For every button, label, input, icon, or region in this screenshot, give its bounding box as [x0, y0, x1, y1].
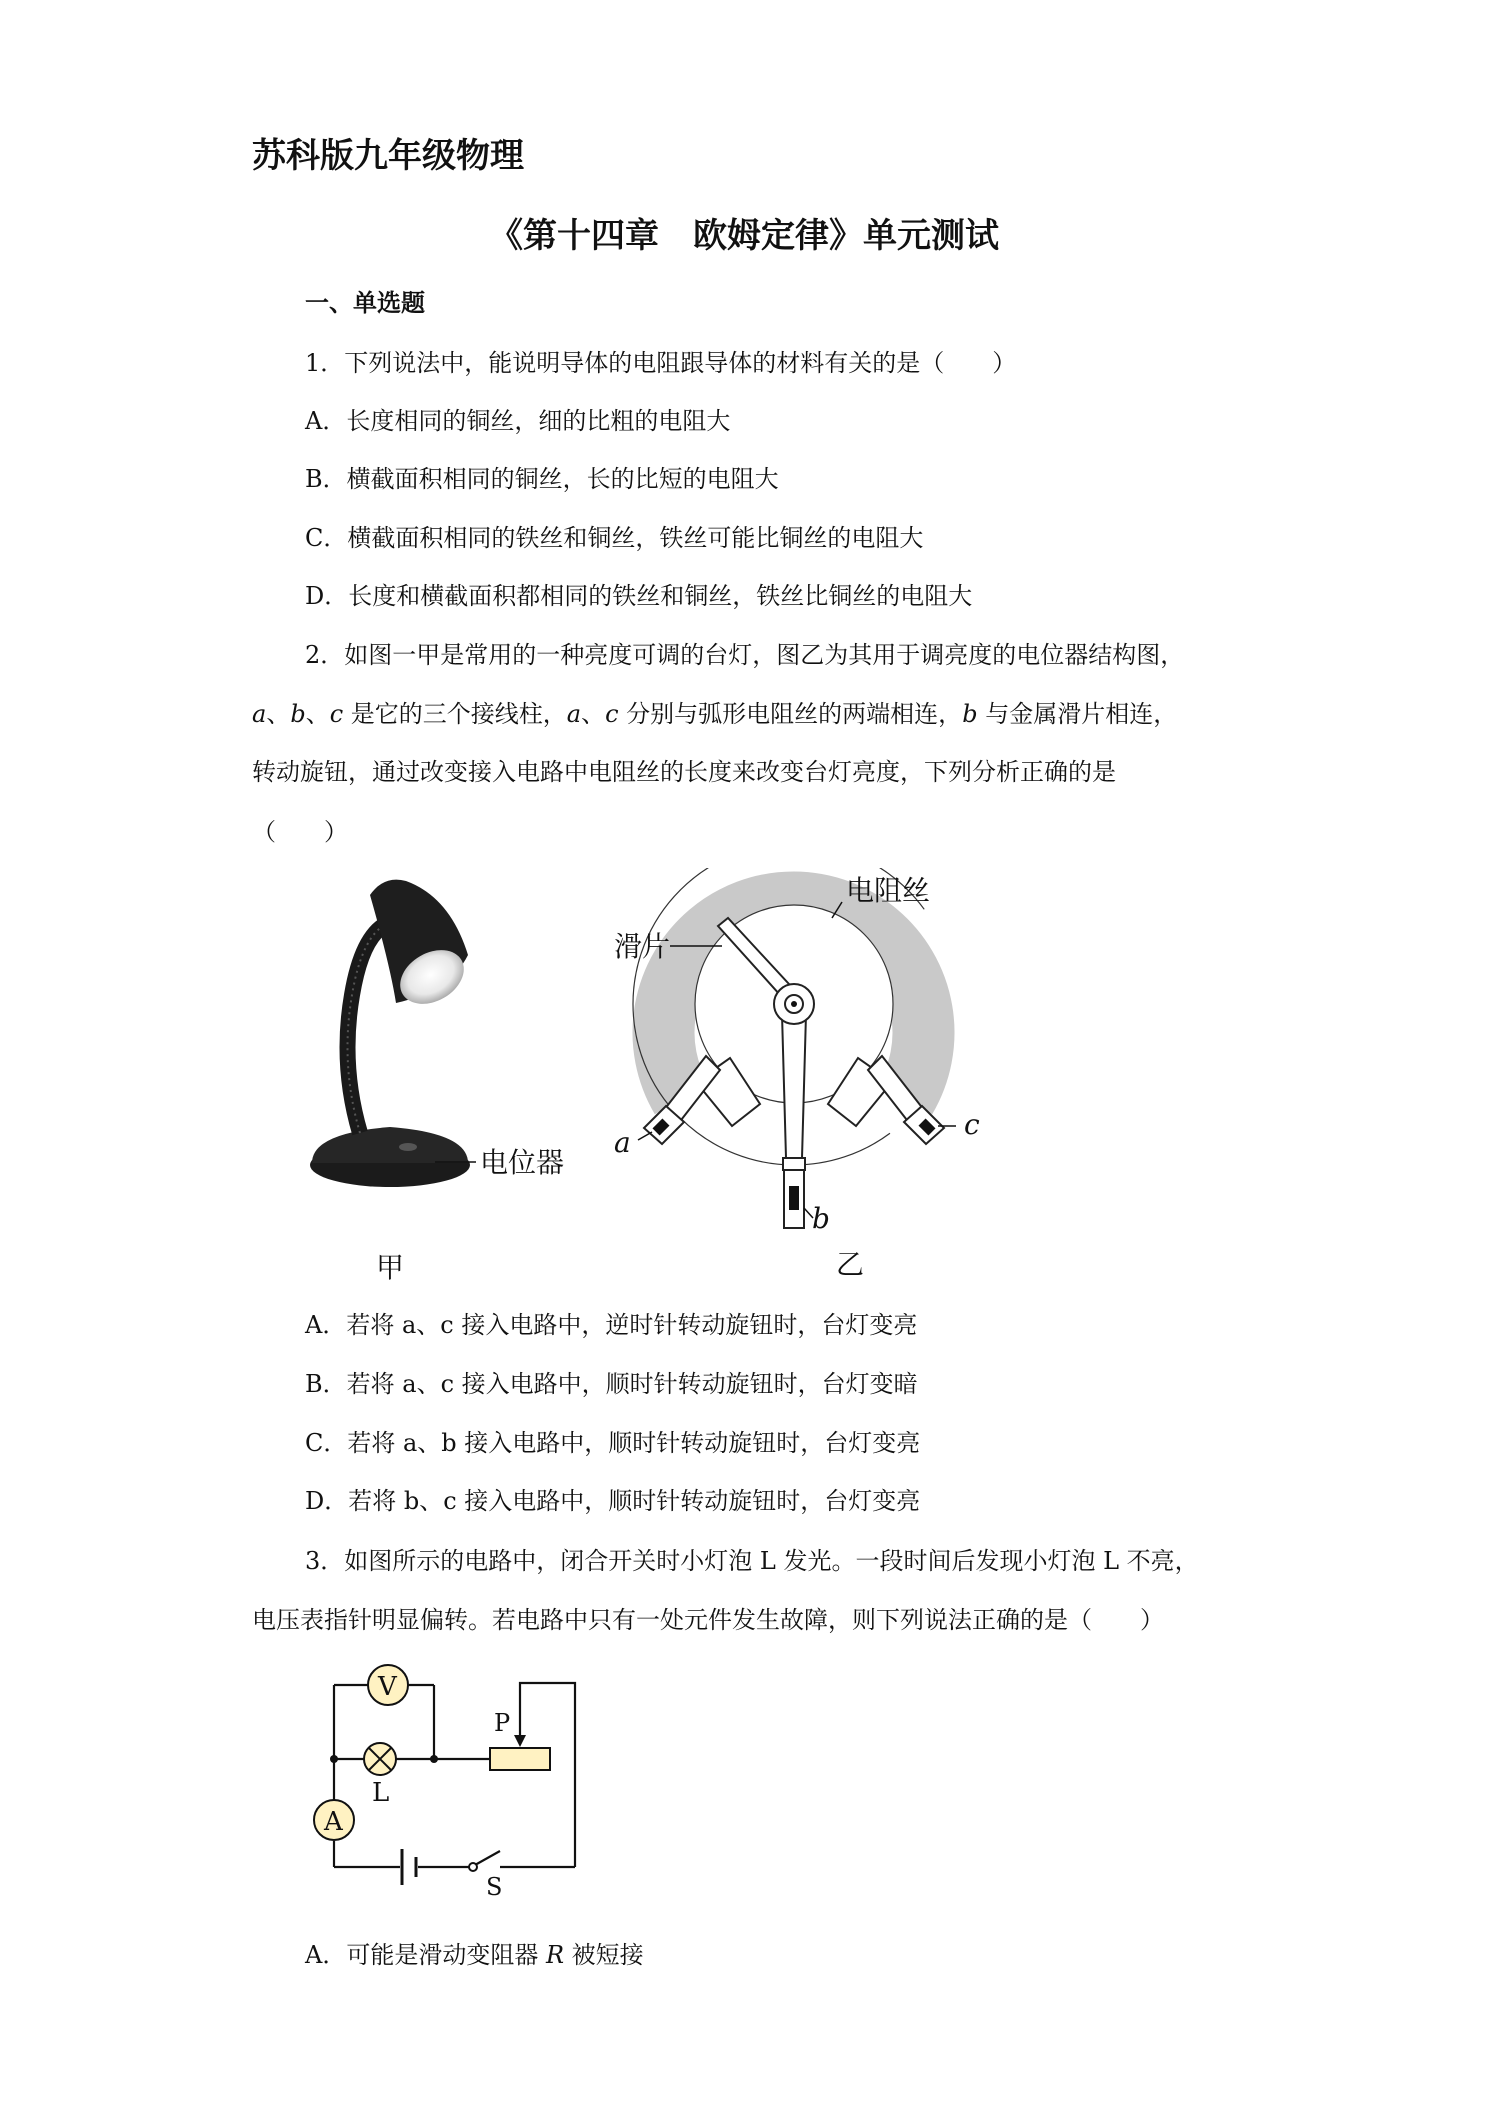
q1-option-c: C．横截面积相同的铁丝和铜丝，铁丝可能比铜丝的电阻大 — [305, 524, 924, 552]
text-segment: 分别与弧形电阻丝的两端相连， — [618, 700, 963, 728]
section-heading: 一、单选题 — [305, 289, 425, 317]
option-text: A．可能是滑动变阻器 — [305, 1941, 546, 1969]
switch-label: S — [486, 1873, 503, 1900]
q2-option-c: C．若将 a、b 接入电路中，顺时针转动旋钮时，台灯变亮 — [305, 1429, 921, 1457]
resistance-wire-label: 电阻丝 — [846, 874, 931, 907]
text-segment: 是它的三个接线柱， — [343, 700, 567, 728]
terminal-a-leader — [638, 1132, 652, 1140]
figure-caption-jia: 甲 — [376, 1251, 405, 1284]
q2-stem-line2 — [252, 694, 1177, 729]
terminal-b-hole — [789, 1186, 799, 1210]
q1-option-b: B．横截面积相同的铜丝，长的比短的电阻大 — [305, 465, 779, 493]
subject-heading: 苏科版九年级物理 — [252, 136, 524, 176]
potentiometer-figure — [610, 868, 1040, 1298]
lamp-base-top — [312, 1127, 468, 1163]
pivot-center — [791, 1001, 797, 1007]
circuit-diagram — [300, 1655, 600, 1900]
terminal-b-ref: b — [290, 700, 306, 728]
junction-dot — [430, 1755, 438, 1763]
potentiometer-label: 电位器 — [480, 1146, 565, 1179]
terminal-a-ref: a — [252, 700, 267, 728]
lamp-figure — [300, 875, 630, 1295]
lamp-label: L — [372, 1778, 390, 1808]
separator: 、 — [305, 700, 330, 728]
ammeter-label: A — [324, 1807, 343, 1837]
switch-contact — [469, 1863, 477, 1871]
q1-option-a: A．长度相同的铜丝，细的比粗的电阻大 — [305, 407, 731, 435]
slider-arrow — [514, 1735, 526, 1747]
figure-caption-yi: 乙 — [836, 1248, 865, 1281]
q2-option-d: D．若将 b、c 接入电路中，顺时针转动旋钮时，台灯变亮 — [305, 1487, 921, 1515]
separator: 、 — [581, 700, 606, 728]
q1-option-d: D．长度和横截面积都相同的铁丝和铜丝，铁丝比铜丝的电阻大 — [305, 582, 973, 610]
q2-stem-line1: 2．如图一甲是常用的一种亮度可调的台灯，图乙为其用于调亮度的电位器结构图， — [305, 641, 1185, 669]
page-title: 《第十四章 欧姆定律》单元测试 — [489, 216, 999, 256]
terminal-a-ref: a — [566, 700, 582, 728]
terminal-b-neck — [783, 1158, 805, 1170]
slider-label: P — [494, 1709, 511, 1737]
terminal-a-label: a — [614, 1126, 631, 1159]
variable-r: R — [545, 1941, 565, 1969]
lamp-neck — [348, 923, 389, 1133]
q1-stem: 1．下列说法中，能说明导体的电阻跟导体的材料有关的是（ ） — [305, 349, 1017, 377]
terminal-c-ref: c — [605, 700, 619, 728]
text-segment: 与金属滑片相连， — [977, 700, 1178, 728]
q3-option-a — [305, 1935, 644, 1970]
junction-dot — [330, 1755, 338, 1763]
rheostat — [490, 1748, 550, 1770]
q2-stem-line3: 转动旋钮，通过改变接入电路中电阻丝的长度来改变台灯亮度，下列分析正确的是 — [252, 758, 1116, 786]
terminal-b-ref: b — [962, 700, 978, 728]
slider-label: 滑片 — [614, 930, 671, 963]
voltmeter-label: V — [378, 1672, 397, 1702]
q3-stem-line1: 3．如图所示的电路中，闭合开关时小灯泡 L 发光。一段时间后发现小灯泡 L 不亮， — [305, 1547, 1199, 1575]
switch-blade — [475, 1851, 500, 1865]
potentiometer-knob — [399, 1143, 417, 1151]
terminal-b-label: b — [812, 1202, 830, 1235]
terminal-b-arm — [782, 1014, 806, 1158]
terminal-c-label: c — [964, 1108, 980, 1141]
q3-stem-line2: 电压表指针明显偏转。若电路中只有一处元件发生故障，则下列说法正确的是（ ） — [252, 1606, 1164, 1634]
wire-slider-right — [520, 1683, 575, 1867]
q2-stem-line4: （ ） — [252, 818, 348, 846]
option-text: 被短接 — [564, 1941, 644, 1969]
terminal-c-ref: c — [329, 700, 344, 728]
q2-option-a: A．若将 a、c 接入电路中，逆时针转动旋钮时，台灯变亮 — [305, 1311, 918, 1339]
q2-option-b: B．若将 a、c 接入电路中，顺时针转动旋钮时，台灯变暗 — [305, 1370, 918, 1398]
separator: 、 — [266, 700, 291, 728]
